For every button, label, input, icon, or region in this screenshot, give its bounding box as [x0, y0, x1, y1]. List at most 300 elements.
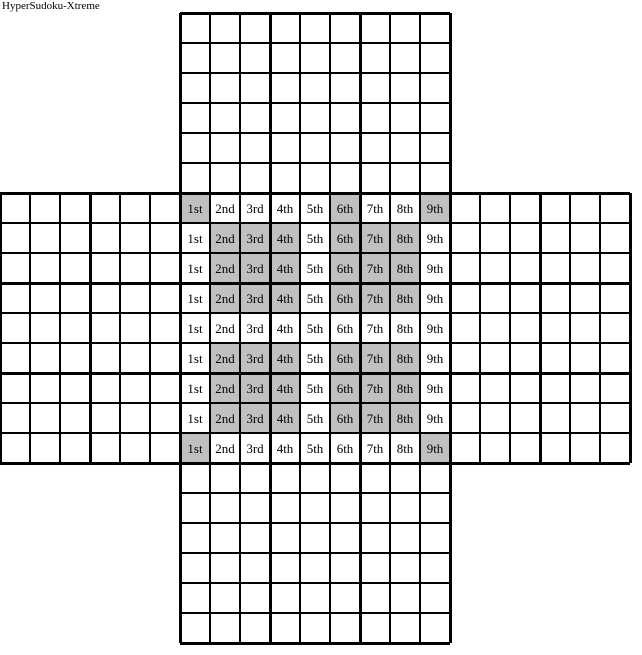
cell-r12-c18[interactable] [540, 373, 570, 403]
cell-r6-c15[interactable] [450, 193, 480, 223]
cell-r2-c9[interactable] [270, 73, 300, 103]
cell-r12-c5[interactable] [150, 373, 180, 403]
cell-r5-c8[interactable] [240, 163, 270, 193]
cell-r0-c12[interactable] [360, 13, 390, 43]
cell-r7-c2[interactable] [60, 223, 90, 253]
cell-r7-c15[interactable] [450, 223, 480, 253]
cell-r16-c7[interactable] [210, 493, 240, 523]
center-cell-r8-c2[interactable]: 3rd [240, 433, 270, 463]
center-cell-r7-c3[interactable]: 4th [270, 403, 300, 433]
cell-r9-c15[interactable] [450, 283, 480, 313]
cell-r1-c9[interactable] [270, 43, 300, 73]
cell-r12-c3[interactable] [90, 373, 120, 403]
center-cell-r0-c4[interactable]: 5th [300, 193, 330, 223]
cell-r10-c16[interactable] [480, 313, 510, 343]
cell-r12-c2[interactable] [60, 373, 90, 403]
center-cell-r3-c4[interactable]: 5th [300, 283, 330, 313]
cell-r6-c17[interactable] [510, 193, 540, 223]
cell-r3-c10[interactable] [300, 103, 330, 133]
cell-r3-c12[interactable] [360, 103, 390, 133]
cell-r7-c1[interactable] [30, 223, 60, 253]
cell-r16-c13[interactable] [390, 493, 420, 523]
center-cell-r4-c7[interactable]: 8th [390, 313, 420, 343]
center-cell-r6-c6[interactable]: 7th [360, 373, 390, 403]
cell-r20-c10[interactable] [300, 613, 330, 643]
cell-r6-c1[interactable] [30, 193, 60, 223]
cell-r10-c19[interactable] [570, 313, 600, 343]
cell-r7-c0[interactable] [0, 223, 30, 253]
center-cell-r1-c4[interactable]: 5th [300, 223, 330, 253]
cell-r11-c1[interactable] [30, 343, 60, 373]
cell-r12-c1[interactable] [30, 373, 60, 403]
block-divider-horizontal [180, 282, 450, 285]
center-cell-r1-c5[interactable]: 6th [330, 223, 360, 253]
center-cell-r3-c5[interactable]: 6th [330, 283, 360, 313]
cell-r5-c14[interactable] [420, 163, 450, 193]
cell-r4-c14[interactable] [420, 133, 450, 163]
cell-r6-c20[interactable] [600, 193, 630, 223]
center-cell-r8-c7[interactable]: 8th [390, 433, 420, 463]
cell-r9-c17[interactable] [510, 283, 540, 313]
center-cell-r0-c3[interactable]: 4th [270, 193, 300, 223]
cell-r2-c10[interactable] [300, 73, 330, 103]
cell-r7-c16[interactable] [480, 223, 510, 253]
cell-r7-c19[interactable] [570, 223, 600, 253]
cell-r17-c12[interactable] [360, 523, 390, 553]
center-cell-r2-c3[interactable]: 4th [270, 253, 300, 283]
center-cell-r7-c5[interactable]: 6th [330, 403, 360, 433]
cell-r0-c11[interactable] [330, 13, 360, 43]
cell-r20-c14[interactable] [420, 613, 450, 643]
cell-r9-c0[interactable] [0, 283, 30, 313]
cell-r10-c17[interactable] [510, 313, 540, 343]
cell-r18-c11[interactable] [330, 553, 360, 583]
cell-r16-c14[interactable] [420, 493, 450, 523]
center-cell-r3-c6[interactable]: 7th [360, 283, 390, 313]
cell-r9-c2[interactable] [60, 283, 90, 313]
center-cell-r7-c0[interactable]: 1st [180, 403, 210, 433]
cell-r9-c16[interactable] [480, 283, 510, 313]
center-cell-r1-c8[interactable]: 9th [420, 223, 450, 253]
center-cell-r1-c6[interactable]: 7th [360, 223, 390, 253]
cell-r3-c9[interactable] [270, 103, 300, 133]
cell-r19-c12[interactable] [360, 583, 390, 613]
center-cell-r1-c3[interactable]: 4th [270, 223, 300, 253]
cell-r9-c4[interactable] [120, 283, 150, 313]
cell-r10-c15[interactable] [450, 313, 480, 343]
cell-r6-c18[interactable] [540, 193, 570, 223]
cell-r0-c14[interactable] [420, 13, 450, 43]
cell-r8-c1[interactable] [30, 253, 60, 283]
cell-r2-c8[interactable] [240, 73, 270, 103]
cell-r7-c3[interactable] [90, 223, 120, 253]
cell-r19-c10[interactable] [300, 583, 330, 613]
cell-r14-c19[interactable] [570, 433, 600, 463]
cell-r12-c0[interactable] [0, 373, 30, 403]
cell-r1-c6[interactable] [180, 43, 210, 73]
cell-r15-c11[interactable] [330, 463, 360, 493]
center-cell-r8-c8[interactable]: 9th [420, 433, 450, 463]
cell-r13-c4[interactable] [120, 403, 150, 433]
cell-r16-c8[interactable] [240, 493, 270, 523]
cell-r15-c9[interactable] [270, 463, 300, 493]
cell-r12-c15[interactable] [450, 373, 480, 403]
center-cell-r2-c7[interactable]: 8th [390, 253, 420, 283]
cell-r5-c11[interactable] [330, 163, 360, 193]
block-divider-vertical [539, 193, 542, 463]
center-cell-r1-c0[interactable]: 1st [180, 223, 210, 253]
center-cell-r0-c2[interactable]: 3rd [240, 193, 270, 223]
cell-r6-c4[interactable] [120, 193, 150, 223]
center-cell-r0-c5[interactable]: 6th [330, 193, 360, 223]
cell-r7-c20[interactable] [600, 223, 630, 253]
cell-r8-c15[interactable] [450, 253, 480, 283]
center-cell-r6-c0[interactable]: 1st [180, 373, 210, 403]
cell-r13-c15[interactable] [450, 403, 480, 433]
cell-r14-c3[interactable] [90, 433, 120, 463]
center-cell-r8-c3[interactable]: 4th [270, 433, 300, 463]
center-cell-r2-c8[interactable]: 9th [420, 253, 450, 283]
center-cell-r7-c4[interactable]: 5th [300, 403, 330, 433]
cell-r13-c3[interactable] [90, 403, 120, 433]
cell-r1-c11[interactable] [330, 43, 360, 73]
cell-r5-c12[interactable] [360, 163, 390, 193]
cell-r0-c8[interactable] [240, 13, 270, 43]
cell-r15-c14[interactable] [420, 463, 450, 493]
cell-r1-c10[interactable] [300, 43, 330, 73]
center-cell-r1-c1[interactable]: 2nd [210, 223, 240, 253]
cell-r4-c12[interactable] [360, 133, 390, 163]
center-cell-r6-c2[interactable]: 3rd [240, 373, 270, 403]
cell-r12-c19[interactable] [570, 373, 600, 403]
cell-r8-c5[interactable] [150, 253, 180, 283]
cell-r17-c10[interactable] [300, 523, 330, 553]
center-cell-r2-c0[interactable]: 1st [180, 253, 210, 283]
cell-r15-c10[interactable] [300, 463, 330, 493]
cell-r10-c20[interactable] [600, 313, 630, 343]
cell-r10-c4[interactable] [120, 313, 150, 343]
cell-r17-c11[interactable] [330, 523, 360, 553]
cell-r4-c6[interactable] [180, 133, 210, 163]
cell-r14-c17[interactable] [510, 433, 540, 463]
cell-r13-c19[interactable] [570, 403, 600, 433]
cell-r2-c6[interactable] [180, 73, 210, 103]
cell-r20-c8[interactable] [240, 613, 270, 643]
cell-r6-c2[interactable] [60, 193, 90, 223]
cell-r13-c20[interactable] [600, 403, 630, 433]
cell-r16-c11[interactable] [330, 493, 360, 523]
center-cell-r6-c8[interactable]: 9th [420, 373, 450, 403]
cell-r11-c18[interactable] [540, 343, 570, 373]
cell-r12-c16[interactable] [480, 373, 510, 403]
cell-r8-c4[interactable] [120, 253, 150, 283]
center-cell-r8-c0[interactable]: 1st [180, 433, 210, 463]
cell-r11-c16[interactable] [480, 343, 510, 373]
cell-r16-c6[interactable] [180, 493, 210, 523]
center-cell-r5-c5[interactable]: 6th [330, 343, 360, 373]
cell-r3-c11[interactable] [330, 103, 360, 133]
cell-r17-c8[interactable] [240, 523, 270, 553]
cell-r11-c15[interactable] [450, 343, 480, 373]
center-cell-r6-c7[interactable]: 8th [390, 373, 420, 403]
cell-r2-c13[interactable] [390, 73, 420, 103]
cell-r11-c19[interactable] [570, 343, 600, 373]
cell-r0-c6[interactable] [180, 13, 210, 43]
center-cell-r5-c2[interactable]: 3rd [240, 343, 270, 373]
center-cell-r0-c1[interactable]: 2nd [210, 193, 240, 223]
center-cell-r5-c8[interactable]: 9th [420, 343, 450, 373]
cell-r10-c3[interactable] [90, 313, 120, 343]
cell-r20-c12[interactable] [360, 613, 390, 643]
cell-r12-c20[interactable] [600, 373, 630, 403]
cell-r15-c12[interactable] [360, 463, 390, 493]
center-cell-r7-c7[interactable]: 8th [390, 403, 420, 433]
cell-r19-c8[interactable] [240, 583, 270, 613]
center-cell-r3-c8[interactable]: 9th [420, 283, 450, 313]
cell-r20-c9[interactable] [270, 613, 300, 643]
center-cell-r5-c7[interactable]: 8th [390, 343, 420, 373]
center-cell-r2-c1[interactable]: 2nd [210, 253, 240, 283]
center-cell-r2-c6[interactable]: 7th [360, 253, 390, 283]
cell-r6-c16[interactable] [480, 193, 510, 223]
center-cell-r7-c6[interactable]: 7th [360, 403, 390, 433]
center-cell-r6-c3[interactable]: 4th [270, 373, 300, 403]
cell-r3-c8[interactable] [240, 103, 270, 133]
center-cell-r0-c6[interactable]: 7th [360, 193, 390, 223]
cell-r9-c5[interactable] [150, 283, 180, 313]
cell-r2-c7[interactable] [210, 73, 240, 103]
cell-r8-c19[interactable] [570, 253, 600, 283]
cell-r4-c13[interactable] [390, 133, 420, 163]
cell-r10-c18[interactable] [540, 313, 570, 343]
cell-r14-c20[interactable] [600, 433, 630, 463]
cell-r14-c5[interactable] [150, 433, 180, 463]
cell-r13-c5[interactable] [150, 403, 180, 433]
cell-r6-c0[interactable] [0, 193, 30, 223]
center-cell-r8-c1[interactable]: 2nd [210, 433, 240, 463]
cell-r10-c0[interactable] [0, 313, 30, 343]
center-cell-r4-c5[interactable]: 6th [330, 313, 360, 343]
center-cell-r6-c4[interactable]: 5th [300, 373, 330, 403]
cell-r14-c0[interactable] [0, 433, 30, 463]
cell-r11-c0[interactable] [0, 343, 30, 373]
center-cell-r4-c3[interactable]: 4th [270, 313, 300, 343]
cell-r5-c10[interactable] [300, 163, 330, 193]
cell-r4-c8[interactable] [240, 133, 270, 163]
center-cell-r3-c7[interactable]: 8th [390, 283, 420, 313]
cell-r11-c2[interactable] [60, 343, 90, 373]
cell-r3-c6[interactable] [180, 103, 210, 133]
cell-r9-c20[interactable] [600, 283, 630, 313]
cell-r11-c17[interactable] [510, 343, 540, 373]
cell-r8-c16[interactable] [480, 253, 510, 283]
center-cell-r7-c2[interactable]: 3rd [240, 403, 270, 433]
cell-r18-c13[interactable] [390, 553, 420, 583]
cell-r18-c10[interactable] [300, 553, 330, 583]
cell-r18-c12[interactable] [360, 553, 390, 583]
cell-r12-c4[interactable] [120, 373, 150, 403]
cell-r1-c7[interactable] [210, 43, 240, 73]
cell-r11-c3[interactable] [90, 343, 120, 373]
cell-r7-c4[interactable] [120, 223, 150, 253]
cell-r17-c6[interactable] [180, 523, 210, 553]
cell-r7-c5[interactable] [150, 223, 180, 253]
cell-r20-c13[interactable] [390, 613, 420, 643]
cell-r10-c1[interactable] [30, 313, 60, 343]
cell-r2-c12[interactable] [360, 73, 390, 103]
cell-r14-c4[interactable] [120, 433, 150, 463]
cell-r9-c19[interactable] [570, 283, 600, 313]
cell-r10-c5[interactable] [150, 313, 180, 343]
cell-r17-c14[interactable] [420, 523, 450, 553]
cell-r15-c7[interactable] [210, 463, 240, 493]
cell-r16-c10[interactable] [300, 493, 330, 523]
cell-r20-c6[interactable] [180, 613, 210, 643]
center-cell-r2-c2[interactable]: 3rd [240, 253, 270, 283]
cell-r14-c18[interactable] [540, 433, 570, 463]
center-cell-r7-c1[interactable]: 2nd [210, 403, 240, 433]
center-cell-r4-c2[interactable]: 3rd [240, 313, 270, 343]
cell-r0-c13[interactable] [390, 13, 420, 43]
cell-r8-c18[interactable] [540, 253, 570, 283]
cell-r18-c8[interactable] [240, 553, 270, 583]
cell-r15-c6[interactable] [180, 463, 210, 493]
cell-r3-c14[interactable] [420, 103, 450, 133]
cell-r11-c5[interactable] [150, 343, 180, 373]
cell-r19-c6[interactable] [180, 583, 210, 613]
cell-r16-c9[interactable] [270, 493, 300, 523]
cell-r3-c7[interactable] [210, 103, 240, 133]
cell-r19-c7[interactable] [210, 583, 240, 613]
center-cell-r0-c0[interactable]: 1st [180, 193, 210, 223]
cell-r11-c4[interactable] [120, 343, 150, 373]
center-cell-r5-c0[interactable]: 1st [180, 343, 210, 373]
cell-r13-c0[interactable] [0, 403, 30, 433]
center-cell-r6-c1[interactable]: 2nd [210, 373, 240, 403]
cell-r4-c7[interactable] [210, 133, 240, 163]
cell-r19-c9[interactable] [270, 583, 300, 613]
cell-r0-c7[interactable] [210, 13, 240, 43]
cell-r8-c0[interactable] [0, 253, 30, 283]
center-cell-r2-c5[interactable]: 6th [330, 253, 360, 283]
cell-r3-c13[interactable] [390, 103, 420, 133]
cell-r7-c18[interactable] [540, 223, 570, 253]
cell-r0-c9[interactable] [270, 13, 300, 43]
cell-r20-c11[interactable] [330, 613, 360, 643]
center-cell-r3-c1[interactable]: 2nd [210, 283, 240, 313]
center-cell-r8-c5[interactable]: 6th [330, 433, 360, 463]
cell-r9-c3[interactable] [90, 283, 120, 313]
cell-r6-c19[interactable] [570, 193, 600, 223]
center-cell-r8-c6[interactable]: 7th [360, 433, 390, 463]
cell-r12-c17[interactable] [510, 373, 540, 403]
center-cell-r5-c6[interactable]: 7th [360, 343, 390, 373]
cell-r14-c15[interactable] [450, 433, 480, 463]
block-divider-horizontal [180, 642, 450, 645]
cell-r5-c6[interactable] [180, 163, 210, 193]
center-cell-r8-c4[interactable]: 5th [300, 433, 330, 463]
cell-r8-c3[interactable] [90, 253, 120, 283]
cell-r5-c9[interactable] [270, 163, 300, 193]
cell-r13-c2[interactable] [60, 403, 90, 433]
cell-r19-c14[interactable] [420, 583, 450, 613]
center-cell-r2-c4[interactable]: 5th [300, 253, 330, 283]
cell-r20-c7[interactable] [210, 613, 240, 643]
center-cell-r0-c7[interactable]: 8th [390, 193, 420, 223]
cell-r10-c2[interactable] [60, 313, 90, 343]
cell-r13-c17[interactable] [510, 403, 540, 433]
cell-r1-c12[interactable] [360, 43, 390, 73]
cell-r9-c1[interactable] [30, 283, 60, 313]
cell-r18-c6[interactable] [180, 553, 210, 583]
center-cell-r5-c3[interactable]: 4th [270, 343, 300, 373]
cell-r11-c20[interactable] [600, 343, 630, 373]
cell-r16-c12[interactable] [360, 493, 390, 523]
cell-r6-c3[interactable] [90, 193, 120, 223]
center-cell-r7-c8[interactable]: 9th [420, 403, 450, 433]
cell-r8-c17[interactable] [510, 253, 540, 283]
cell-r18-c14[interactable] [420, 553, 450, 583]
cell-r4-c11[interactable] [330, 133, 360, 163]
cell-r5-c7[interactable] [210, 163, 240, 193]
center-cell-r1-c7[interactable]: 8th [390, 223, 420, 253]
cell-r13-c18[interactable] [540, 403, 570, 433]
cell-r17-c7[interactable] [210, 523, 240, 553]
cell-r2-c14[interactable] [420, 73, 450, 103]
center-cell-r3-c2[interactable]: 3rd [240, 283, 270, 313]
center-cell-r1-c2[interactable]: 3rd [240, 223, 270, 253]
cell-r6-c5[interactable] [150, 193, 180, 223]
center-cell-r5-c4[interactable]: 5th [300, 343, 330, 373]
center-cell-r5-c1[interactable]: 2nd [210, 343, 240, 373]
cell-r15-c8[interactable] [240, 463, 270, 493]
cell-r19-c13[interactable] [390, 583, 420, 613]
cell-r4-c9[interactable] [270, 133, 300, 163]
cell-r1-c14[interactable] [420, 43, 450, 73]
cell-r18-c7[interactable] [210, 553, 240, 583]
cell-r14-c2[interactable] [60, 433, 90, 463]
cell-r15-c13[interactable] [390, 463, 420, 493]
cell-r19-c11[interactable] [330, 583, 360, 613]
center-cell-r4-c4[interactable]: 5th [300, 313, 330, 343]
cell-r0-c10[interactable] [300, 13, 330, 43]
cell-r8-c20[interactable] [600, 253, 630, 283]
cell-r1-c8[interactable] [240, 43, 270, 73]
cell-r14-c1[interactable] [30, 433, 60, 463]
cell-r2-c11[interactable] [330, 73, 360, 103]
center-cell-r4-c0[interactable]: 1st [180, 313, 210, 343]
cell-r7-c17[interactable] [510, 223, 540, 253]
cell-r17-c13[interactable] [390, 523, 420, 553]
center-cell-r6-c5[interactable]: 6th [330, 373, 360, 403]
center-cell-r4-c1[interactable]: 2nd [210, 313, 240, 343]
cell-r5-c13[interactable] [390, 163, 420, 193]
center-cell-r3-c3[interactable]: 4th [270, 283, 300, 313]
cell-r13-c1[interactable] [30, 403, 60, 433]
cell-r1-c13[interactable] [390, 43, 420, 73]
center-cell-r4-c8[interactable]: 9th [420, 313, 450, 343]
cell-r8-c2[interactable] [60, 253, 90, 283]
cell-r9-c18[interactable] [540, 283, 570, 313]
cell-r18-c9[interactable] [270, 553, 300, 583]
center-cell-r3-c0[interactable]: 1st [180, 283, 210, 313]
center-cell-r4-c6[interactable]: 7th [360, 313, 390, 343]
cell-r17-c9[interactable] [270, 523, 300, 553]
cell-r14-c16[interactable] [480, 433, 510, 463]
cell-r4-c10[interactable] [300, 133, 330, 163]
cell-r13-c16[interactable] [480, 403, 510, 433]
center-cell-r0-c8[interactable]: 9th [420, 193, 450, 223]
